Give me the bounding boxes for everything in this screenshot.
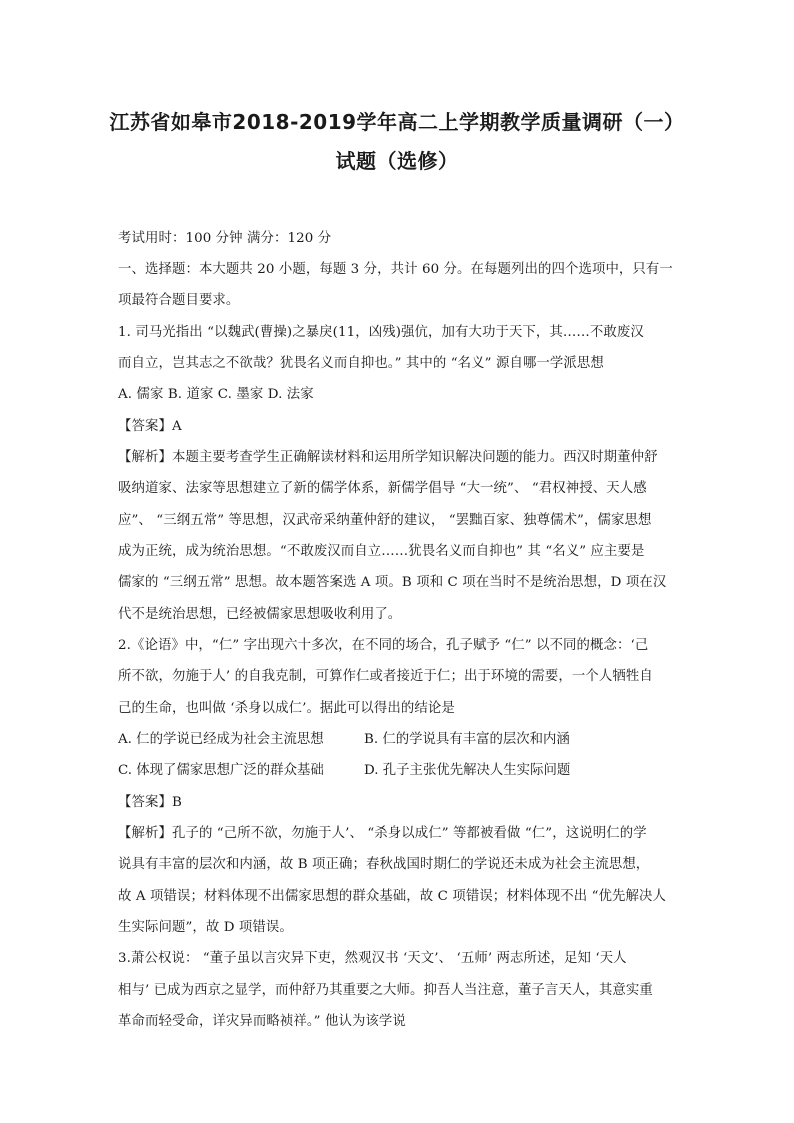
question-3-stem: 3.萧公权说： “董子虽以言灾异下吏，然观汉书 ‘天文’、 ‘五师’ 两志所述，足知 ‘天人 bbox=[118, 951, 627, 966]
question-2-option-c: C. 体现了儒家思想广泛的群众基础 bbox=[118, 763, 324, 778]
question-2-option-a: A. 仁的学说已经成为社会主流思想 bbox=[118, 732, 324, 747]
question-2-stem: 2.《论语》中，“仁” 字出现六十多次，在不同的场合，孔子赋予 “仁” 以不同的概念：‘己 bbox=[118, 638, 649, 653]
question-2-answer: 【答案】B bbox=[118, 795, 182, 810]
exam-info: 考试用时：100 分钟 满分：120 分 bbox=[118, 231, 332, 246]
question-1-analysis-line: 代不是统治思想，已经被儒家思想吸收利用了。 bbox=[118, 607, 402, 622]
question-1-answer: 【答案】A bbox=[118, 419, 182, 434]
question-1-analysis-line: 成为正统，成为统治思想。“不敢废汉而自立……犹畏名义而自抑也” 其 “名义” 应主要是 bbox=[118, 544, 645, 559]
question-2-stem-cont: 己的生命，也叫做 ‘杀身以成仁’。据此可以得出的结论是 bbox=[118, 701, 455, 716]
question-2-analysis-line: 生实际问题”，故 D 项错误。 bbox=[118, 920, 293, 935]
section-heading-cont: 项最符合题目要求。 bbox=[118, 293, 240, 308]
question-2-option-d: D. 孔子主张优先解决人生实际问题 bbox=[364, 763, 571, 778]
question-2-analysis-line: 故 A 项错误；材料体现不出儒家思想的群众基础，故 C 项错误；材料体现不出 “优先解决人 bbox=[118, 889, 666, 904]
question-2-analysis: 【解析】孔子的 “己所不欲，勿施于人’、 “杀身以成仁” 等都被看做 “仁”，这说明仁的学 bbox=[118, 826, 647, 841]
question-1-stem: 1. 司马光指出 “以魏武(曹操)之暴戾(11，凶残)强伉，加有大功于天下，其……不敢废汉 bbox=[118, 325, 644, 340]
question-1-analysis-line: 儒家的 “三纲五常” 思想。故本题答案选 A 项。B 项和 C 项在当时不是统治思想，D 项在汉 bbox=[118, 575, 667, 590]
question-2-option-b: B. 仁的学说具有丰富的层次和内涵 bbox=[364, 732, 570, 747]
question-1-options: A. 儒家 B. 道家 C. 墨家 D. 法家 bbox=[118, 387, 314, 402]
question-1-analysis-line: 应”、 “三纲五常” 等思想，汉武帝采纳董仲舒的建议， “罢黜百家、独尊儒术”，儒家思想 bbox=[118, 513, 652, 528]
section-heading: 一、选择题：本大题共 20 小题，每题 3 分，共计 60 分。在每题列出的四个选项中，只有一 bbox=[118, 262, 673, 277]
question-2-analysis-line: 说具有丰富的层次和内涵，故 B 项正确；春秋战国时期仁的学说还未成为社会主流思想， bbox=[118, 857, 650, 872]
question-2-stem-cont: 所不欲，勿施于人’ 的自我克制，可算作仁或者接近于仁；出于环境的需要，一个人牺牲自 bbox=[118, 669, 653, 684]
document-subtitle: 试题（选修） bbox=[335, 149, 459, 173]
question-3-stem-cont: 相与’ 已成为西京之显学，而仲舒乃其重要之大师。抑吾人当注意，董子言天人，其意实重 bbox=[118, 983, 653, 998]
question-1-analysis-line: 吸纳道家、法家等思想建立了新的儒学体系，新儒学倡导 “大一统”、 “君权神授、天人感 bbox=[118, 481, 647, 496]
question-1-analysis: 【解析】本题主要考查学生正确解读材料和运用所学知识解决问题的能力。西汉时期董仲舒 bbox=[118, 450, 658, 465]
document-title: 江苏省如皋市2018-2019学年高二上学期教学质量调研（一） bbox=[109, 110, 685, 134]
question-1-stem-cont: 而自立，岂其志之不欲哉？犹畏名义而自抑也。” 其中的 “名义” 源自哪一学派思想 bbox=[118, 356, 604, 371]
question-3-stem-cont: 革命而轻受命，详灾异而略祯祥。” 他认为该学说 bbox=[118, 1014, 406, 1029]
